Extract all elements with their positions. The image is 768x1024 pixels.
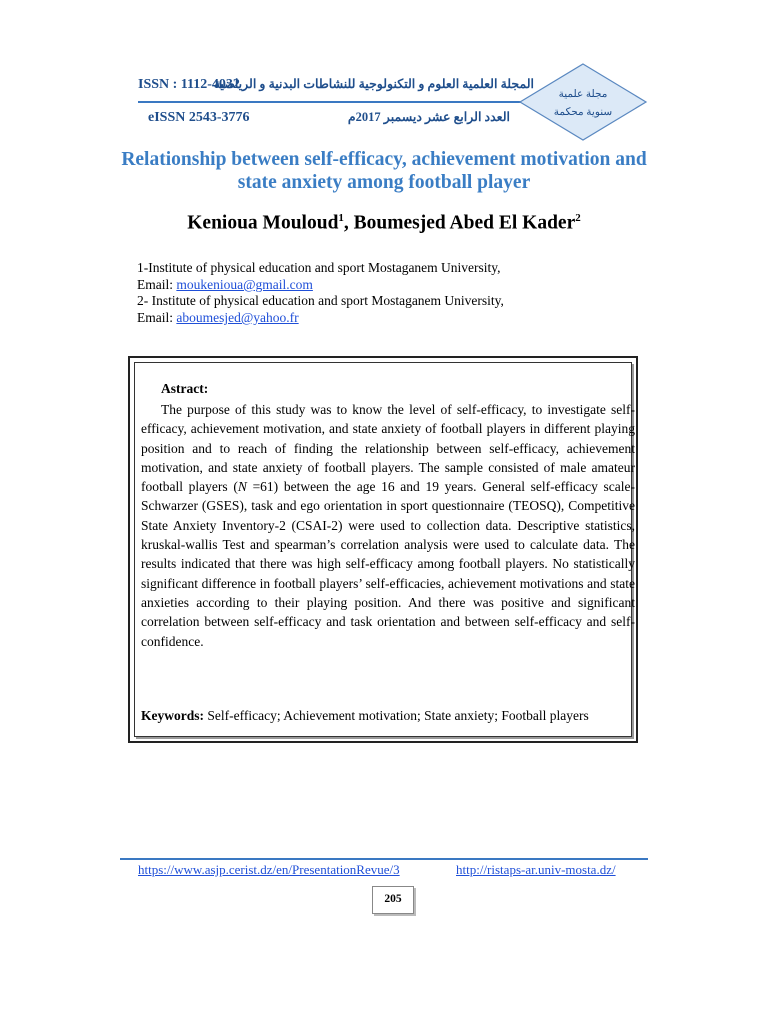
abstract-box — [128, 356, 638, 743]
sample-size-symbol: N — [237, 479, 247, 495]
issue-arabic: العدد الرابع عشر ديسمبر 2017م — [347, 110, 510, 124]
author-2-affiliation-mark: 2 — [575, 212, 581, 224]
keywords-list: Self-efficacy; Achievement motivation; State anxiety; Football players — [204, 708, 589, 723]
badge-line-2: سنوية محكمة — [553, 107, 613, 118]
abstract-inner-frame — [134, 362, 635, 737]
email-label-1: Email: — [137, 277, 177, 292]
keywords-label: Keywords: — [141, 708, 204, 723]
header-divider — [138, 101, 542, 103]
footer-divider — [120, 858, 648, 860]
abstract-text-part-1: The purpose of this study was to know the level of self-efficacy, to investigate self-efficacy, achievement motivation, and state anxiety of football players in different playing position and to reach of finding the relationship between self-efficacy, achievement motivation, and state anxiety of football players. The sample consisted of male amateur football players ( — [141, 402, 635, 495]
email-label-2: Email: — [137, 310, 177, 325]
author-list — [110, 212, 658, 235]
journal-badge — [518, 62, 648, 142]
affiliation-2: 2- Institute of physical education and sport Mostaganem University, — [137, 293, 504, 308]
author-1: Kenioua Mouloud — [187, 212, 339, 234]
author-1-affiliation-mark: 1 — [338, 212, 344, 224]
page-number: 205 — [372, 886, 414, 914]
email-link-1[interactable]: moukenioua@gmail.com — [176, 277, 313, 292]
author-separator: , — [343, 212, 354, 234]
email-line-2 — [137, 309, 299, 327]
article-title: Relationship between self-efficacy, achievement motivation and state anxiety among football player — [121, 149, 647, 193]
keywords — [141, 707, 635, 725]
author-2: Boumesjed Abed El Kader — [353, 212, 576, 234]
footer-link-asjp[interactable]: https://www.asjp.cerist.dz/en/PresentationRevue/3 — [138, 862, 400, 877]
email-link-2[interactable]: aboumesjed@yahoo.fr — [176, 310, 299, 325]
issn: ISSN : 1112-4032 — [138, 77, 240, 92]
eissn: eISSN 2543-3776 — [148, 110, 250, 125]
abstract-text-part-2: =61) between the age 16 and 19 years. General self-efficacy scale-Schwarzer (GSES), task and ego orientation in sport questionnaire (TEOSQ), Competitive State Anxiety Inventory-2 (CSAI-2) were used to collection data. Descriptive statistics, kruskal-wallis Test and spearman’s correlation analysis were used to calculate data. The results indicated that there was high self-efficacy among football players. No statistically significant difference in football players’ self-efficacies, achievement motivations and state anxieties according to their playing position. And there was positive and significant correlation between self-efficacy and task orientation and between self-efficacy and self-confidence. — [141, 479, 635, 649]
footer-link-ristaps[interactable]: http://ristaps-ar.univ-mosta.dz/ — [456, 862, 616, 877]
abstract-heading: Astract: — [161, 381, 209, 396]
abstract-text — [141, 400, 635, 651]
journal-name-arabic: المجلة العلمية العلوم و التكنولوجية للنشاطات البدنية و الرياضية — [213, 77, 534, 91]
badge-line-1: مجلة علمية — [558, 89, 608, 100]
affiliation-1: 1-Institute of physical education and sport Mostaganem University, — [137, 260, 501, 275]
